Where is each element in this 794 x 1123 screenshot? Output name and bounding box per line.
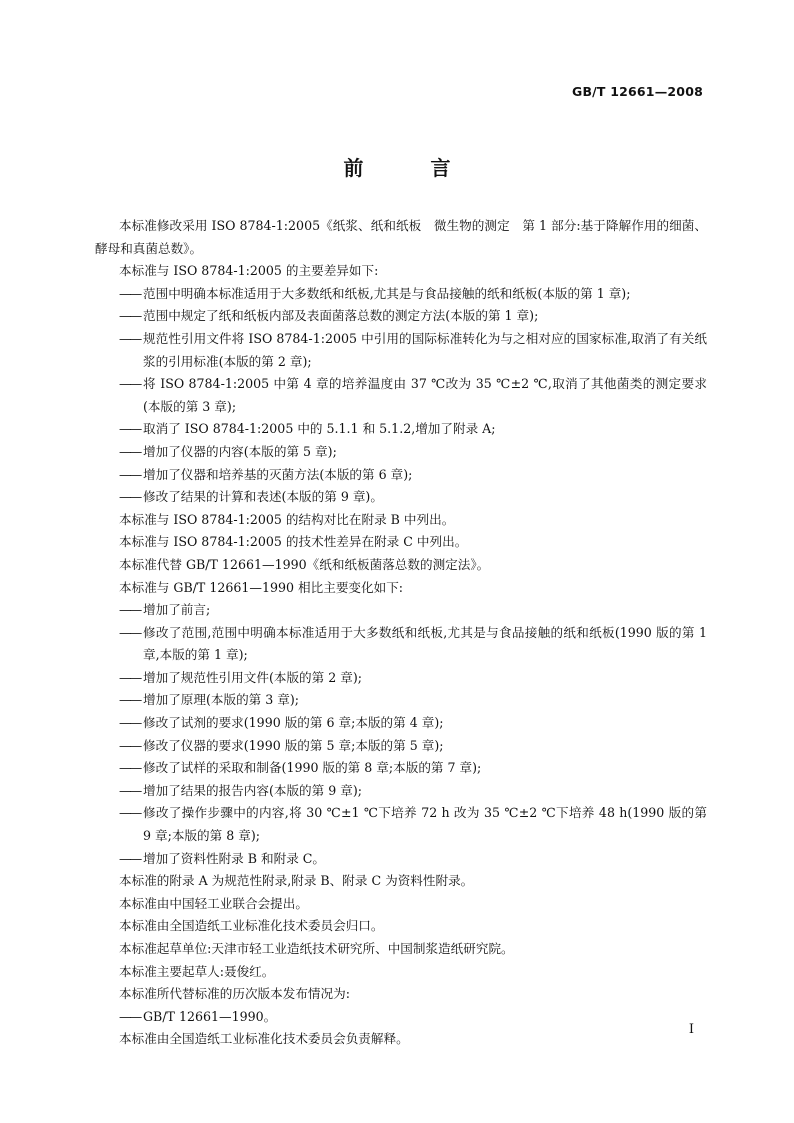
list-item-text: 修改了操作步骤中的内容,将 30 ℃±1 ℃下培养 72 h 改为 35 ℃±2 ℃下培养 48 h(1990 版的第 9 章;本版的第 8 章); — [143, 805, 707, 844]
body-paragraph: 本标准的附录 A 为规范性附录,附录 B、附录 C 为资料性附录。 — [119, 873, 474, 889]
list-item-text: 修改了试样的采取和制备(1990 版的第 8 章;本版的第 7 章); — [143, 760, 482, 776]
list-item-text: 增加了原理(本版的第 3 章); — [143, 692, 300, 708]
closing-paragraph: 本标准由全国造纸工业标准化技术委员会负责解释。 — [119, 1031, 409, 1047]
dash-mark: —— — [119, 285, 141, 301]
list-item — [95, 689, 707, 712]
list-item — [95, 328, 707, 373]
page-title: 前 言 — [343, 156, 481, 180]
list-item — [95, 486, 707, 509]
list-item-text: 增加了资料性附录 B 和附录 C。 — [143, 850, 326, 866]
document-body — [95, 215, 707, 1051]
list-item — [95, 735, 707, 758]
dash-mark: —— — [119, 715, 141, 731]
body-paragraph: 本标准与 ISO 8784-1:2005 的结构对比在附录 B 中列出。 — [119, 511, 455, 527]
list-item-text: 修改了范围,范围中明确本标准适用于大多数纸和纸板,尤其是与食品接触的纸和纸板(1990 版的第 1 章,本版的第 1 章); — [143, 624, 707, 663]
body-paragraph: 本标准由全国造纸工业标准化技术委员会归口。 — [119, 918, 384, 934]
dash-mark: —— — [119, 692, 141, 708]
body-paragraph: 本标准起草单位:天津市轻工业造纸技术研究所、中国制浆造纸研究院。 — [119, 941, 514, 956]
list-item-text: 规范性引用文件将 ISO 8784-1:2005 中引用的国际标准转化为与之相对应的国家标准,取消了有关纸浆的引用标准(本版的第 2 章); — [143, 330, 707, 369]
list-item-text: 将 ISO 8784-1:2005 中第 4 章的培养温度由 37 ℃改为 35 ℃±2 ℃,取消了其他菌类的测定要求(本版的第 3 章); — [143, 376, 707, 414]
dash-mark: —— — [119, 489, 141, 505]
list-item-text: 修改了试剂的要求(1990 版的第 6 章;本版的第 4 章); — [143, 715, 444, 731]
page-number: I — [688, 1022, 694, 1037]
dash-mark: —— — [119, 850, 141, 866]
list-item-text: 增加了结果的报告内容(本版的第 9 章); — [143, 782, 362, 798]
dash-mark: —— — [119, 805, 141, 821]
dash-mark: —— — [119, 602, 141, 618]
dash-mark: —— — [119, 330, 141, 346]
list-item — [95, 599, 707, 622]
list-item-text: 范围中规定了纸和纸板内部及表面菌落总数的测定方法(本版的第 1 章); — [143, 308, 539, 324]
list-item-text: 增加了仪器和培养基的灭菌方法(本版的第 6 章); — [143, 466, 413, 482]
list-item — [95, 622, 707, 667]
list-item-text: 增加了仪器的内容(本版的第 5 章); — [143, 443, 337, 459]
dash-mark: —— — [119, 376, 141, 392]
body-paragraph: 本标准与 ISO 8784-1:2005 的技术性差异在附录 C 中列出。 — [119, 534, 468, 550]
list-item — [95, 802, 707, 847]
list-item — [95, 441, 707, 464]
body-paragraph: 本标准代替 GB/T 12661—1990《纸和纸板菌落总数的测定法》。 — [119, 556, 490, 572]
list-item — [95, 1006, 707, 1029]
list-item-text: GB/T 12661—1990。 — [143, 1008, 277, 1024]
dash-mark: —— — [119, 669, 141, 685]
dash-mark: —— — [119, 466, 141, 482]
gb-changes-list — [95, 599, 707, 870]
dash-mark: —— — [119, 421, 141, 437]
dash-mark: —— — [119, 737, 141, 753]
list-item — [95, 373, 707, 418]
list-item — [95, 667, 707, 690]
list-item — [95, 757, 707, 780]
history-list — [95, 1006, 707, 1029]
list-item — [95, 283, 707, 306]
dash-mark: —— — [119, 760, 141, 776]
list-item-text: 取消了 ISO 8784-1:2005 中的 5.1.1 和 5.1.2,增加了附录 A; — [143, 421, 496, 437]
dash-mark: —— — [119, 1008, 141, 1024]
body-paragraph: 本标准由中国轻工业联合会提出。 — [119, 895, 308, 911]
list-item-text: 增加了前言; — [143, 602, 211, 618]
list-item — [95, 848, 707, 871]
list-item-text: 范围中明确本标准适用于大多数纸和纸板,尤其是与食品接触的纸和纸板(本版的第 1 章); — [143, 285, 631, 301]
list-item — [95, 712, 707, 735]
list-item — [95, 780, 707, 803]
dash-mark: —— — [119, 782, 141, 798]
list-item — [95, 305, 707, 328]
list-item-text: 增加了规范性引用文件(本版的第 2 章); — [143, 669, 362, 685]
dash-mark: —— — [119, 308, 141, 324]
list-item — [95, 464, 707, 487]
intro-paragraph: 本标准与 ISO 8784-1:2005 的主要差异如下: — [119, 263, 379, 279]
dash-mark: —— — [119, 624, 141, 640]
intro-paragraph: 本标准修改采用 ISO 8784-1:2005《纸浆、纸和纸板 微生物的测定 第 1 部分:基于降解作用的细菌、酵母和真菌总数》。 — [95, 218, 707, 256]
list-item — [95, 418, 707, 441]
standard-code: GB/T 12661—2008 — [571, 84, 703, 99]
list-item-text: 修改了仪器的要求(1990 版的第 5 章;本版的第 5 章); — [143, 737, 444, 753]
iso-differences-list — [95, 283, 707, 509]
body-paragraph: 本标准与 GB/T 12661—1990 相比主要变化如下: — [119, 579, 404, 595]
dash-mark: —— — [119, 443, 141, 459]
body-paragraph: 本标准所代替标准的历次版本发布情况为: — [119, 986, 350, 1002]
list-item-text: 修改了结果的计算和表述(本版的第 9 章)。 — [143, 489, 383, 505]
body-paragraph: 本标准主要起草人:聂俊红。 — [119, 963, 275, 979]
